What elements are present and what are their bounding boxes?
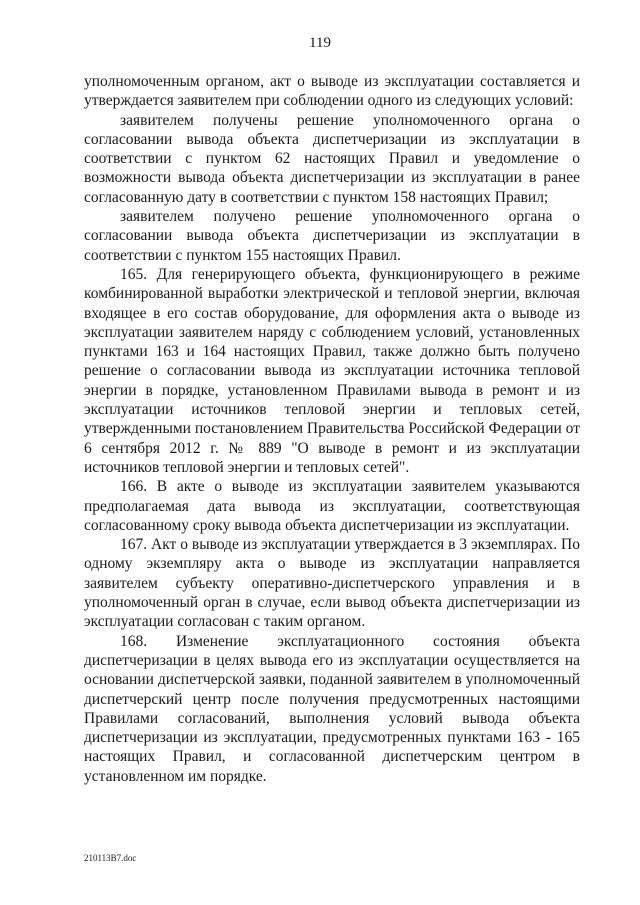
paragraph-168: 168. Изменение эксплуатационного состояния объекта диспетчеризации в целях вывода его из эксплуатации осуществляется на основании диспетчерской заявки, поданной заявителем в уполномоченный диспетчерский центр после получения предусмотренных настоящими Правилами согласований, выполнения условий вывода объекта диспетчеризации из эксплуатации, предусмотренных пунктами 163 - 165 настоящих Правил, и согласованной диспетчерским центром в установленном им порядке. xyxy=(84,632,580,785)
document-body xyxy=(84,72,580,786)
paragraph-continuation: уполномоченным органом, акт о выводе из эксплуатации составляется и утверждается заявителем при соблюдении одного из следующих условий: xyxy=(84,73,580,110)
footer-file-code: 210113B7.doc xyxy=(84,853,137,863)
paragraph-condition-2: заявителем получено решение уполномоченного органа о согласовании вывода объекта диспетчеризации из эксплуатации в соответствии с пунктом 155 настоящих Правил. xyxy=(84,208,580,264)
page-number: 119 xyxy=(309,35,331,51)
paragraph-165: 165. Для генерирующего объекта, функционирующего в режиме комбинированной выработки электрической и тепловой энергии, включая входящее в его состав оборудование, для оформления акта о выводе из эксплуатации заявителем наряду с соблюдением условий, установленных пунктами 163 и 164 настоящих Правил, также должно быть получено решение о согласовании вывода из эксплуатации источника тепловой энергии в порядке, установленном Правилами вывода в ремонт и из эксплуатации источников тепловой энергии и тепловых сетей, утвержденными постановлением Правительства Российской Федерации от 6 сентября 2012 г. № 889 "О выводе в ремонт и из эксплуатации источников тепловой энергии и тепловых сетей". xyxy=(84,265,580,476)
paragraph-167: 167. Акт о выводе из эксплуатации утверждается в 3 экземплярах. По одному экземпляру акта о выводе из эксплуатации направляется заявителем субъекту оперативно-диспетчерского управления и в уполномоченный орган в случае, если вывод объекта диспетчеризации из эксплуатации согласован с таким органом. xyxy=(84,536,580,631)
paragraph-166: 166. В акте о выводе из эксплуатации заявителем указываются предполагаемая дата вывода из эксплуатации, соответствующая согласованному сроку вывода объекта диспетчеризации из эксплуатации. xyxy=(84,478,580,534)
paragraph-condition-1: заявителем получены решение уполномоченного органа о согласовании вывода объекта диспетчеризации из эксплуатации в соответствии с пунктом 62 настоящих Правил и уведомление о возможности вывода объекта диспетчеризации из эксплуатации в ранее согласованную дату в соответствии с пунктом 158 настоящих Правил; xyxy=(84,111,580,206)
